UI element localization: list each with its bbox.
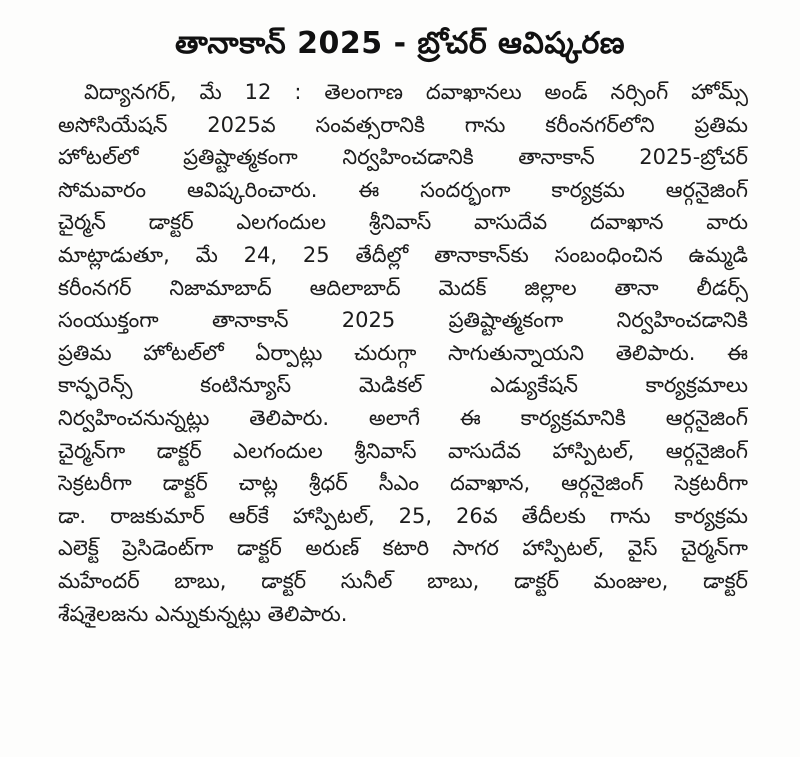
article-line: సోమవారం ఆవిష్కరించారు. ఈ సందర్భంగా కార్యక్రమ ఆర్గనైజింగ్	[58, 177, 748, 202]
article-line: కాన్ఫరెన్స్ కంటిన్యూస్ మెడికల్ ఎడ్యుకేషన్ కార్యక్రమాలు	[58, 373, 748, 398]
article-body	[58, 76, 748, 630]
article-line: మాట్లాడుతూ, మే 24, 25 తేదీల్లో తానాకాన్‌కు సంబంధించిన ఉమ్మడి	[58, 242, 748, 267]
article-line: శేషశైలజను ఎన్నుకున్నట్లు తెలిపారు.	[58, 601, 348, 626]
article-line: అసోసియేషన్ 2025వ సంవత్సరానికి గాను కరీంనగర్‌లోని ప్రతిమ	[58, 112, 748, 137]
article-line: విద్యానగర్, మే 12 : తెలంగాణ దవాఖానలు అండ్ నర్సింగ్ హోమ్స్	[84, 80, 748, 104]
article-line: చైర్మన్ డాక్టర్ ఎలగందుల శ్రీనివాస్ వాసుదేవ దవాఖాన వారు	[58, 210, 748, 235]
article-line: చైర్మన్‌గా డాక్టర్ ఎలగందుల శ్రీనివాస్ వాసుదేవ హాస్పిటల్, ఆర్గనైజింగ్	[58, 438, 748, 463]
article-line: కరీంనగర్ నిజామాబాద్ ఆదిలాబాద్ మెదక్ జిల్లాల తానా లీడర్స్	[58, 275, 748, 300]
article-line: మహేందర్ బాబు, డాక్టర్ సునీల్ బాబు, డాక్టర్ మంజుల, డాక్టర్	[58, 568, 748, 593]
headline: తానాకాన్ 2025 - బ్రోచర్ ఆవిష్కరణ	[174, 26, 626, 61]
article-line: హోటల్‌లో ప్రతిష్టాత్మకంగా నిర్వహించడానికి తానాకాన్ 2025-బ్రోచర్	[58, 145, 748, 170]
article-line: ఎలెక్ట్ ప్రెసిడెంట్‌గా డాక్టర్ అరుణ్ కటారి సాగర హాస్పిటల్, వైస్ చైర్మన్‌గా	[58, 536, 748, 561]
article-line: సంయుక్తంగా తానాకాన్ 2025 ప్రతిష్టాత్మకంగా నిర్వహించడానికి	[58, 308, 748, 333]
article-line: సెక్రటరీగా డాక్టర్ చాట్ల శ్రీధర్ సీఎం దవాఖాన, ఆర్గనైజింగ్ సెక్రటరీగా	[58, 471, 748, 496]
article-line: నిర్వహించనున్నట్లు తెలిపారు. అలాగే ఈ కార్యక్రమానికి ఆర్గనైజింగ్	[58, 405, 748, 430]
article-line: ప్రతిమ హోటల్‌లో ఏర్పాట్లు చురుగ్గా సాగుతున్నాయని తెలిపారు. ఈ	[58, 340, 748, 365]
article-line: డా. రాజకుమార్ ఆర్‌కే హాస్పిటల్, 25, 26వ తేదీలకు గాను కార్యక్రమ	[58, 503, 748, 528]
